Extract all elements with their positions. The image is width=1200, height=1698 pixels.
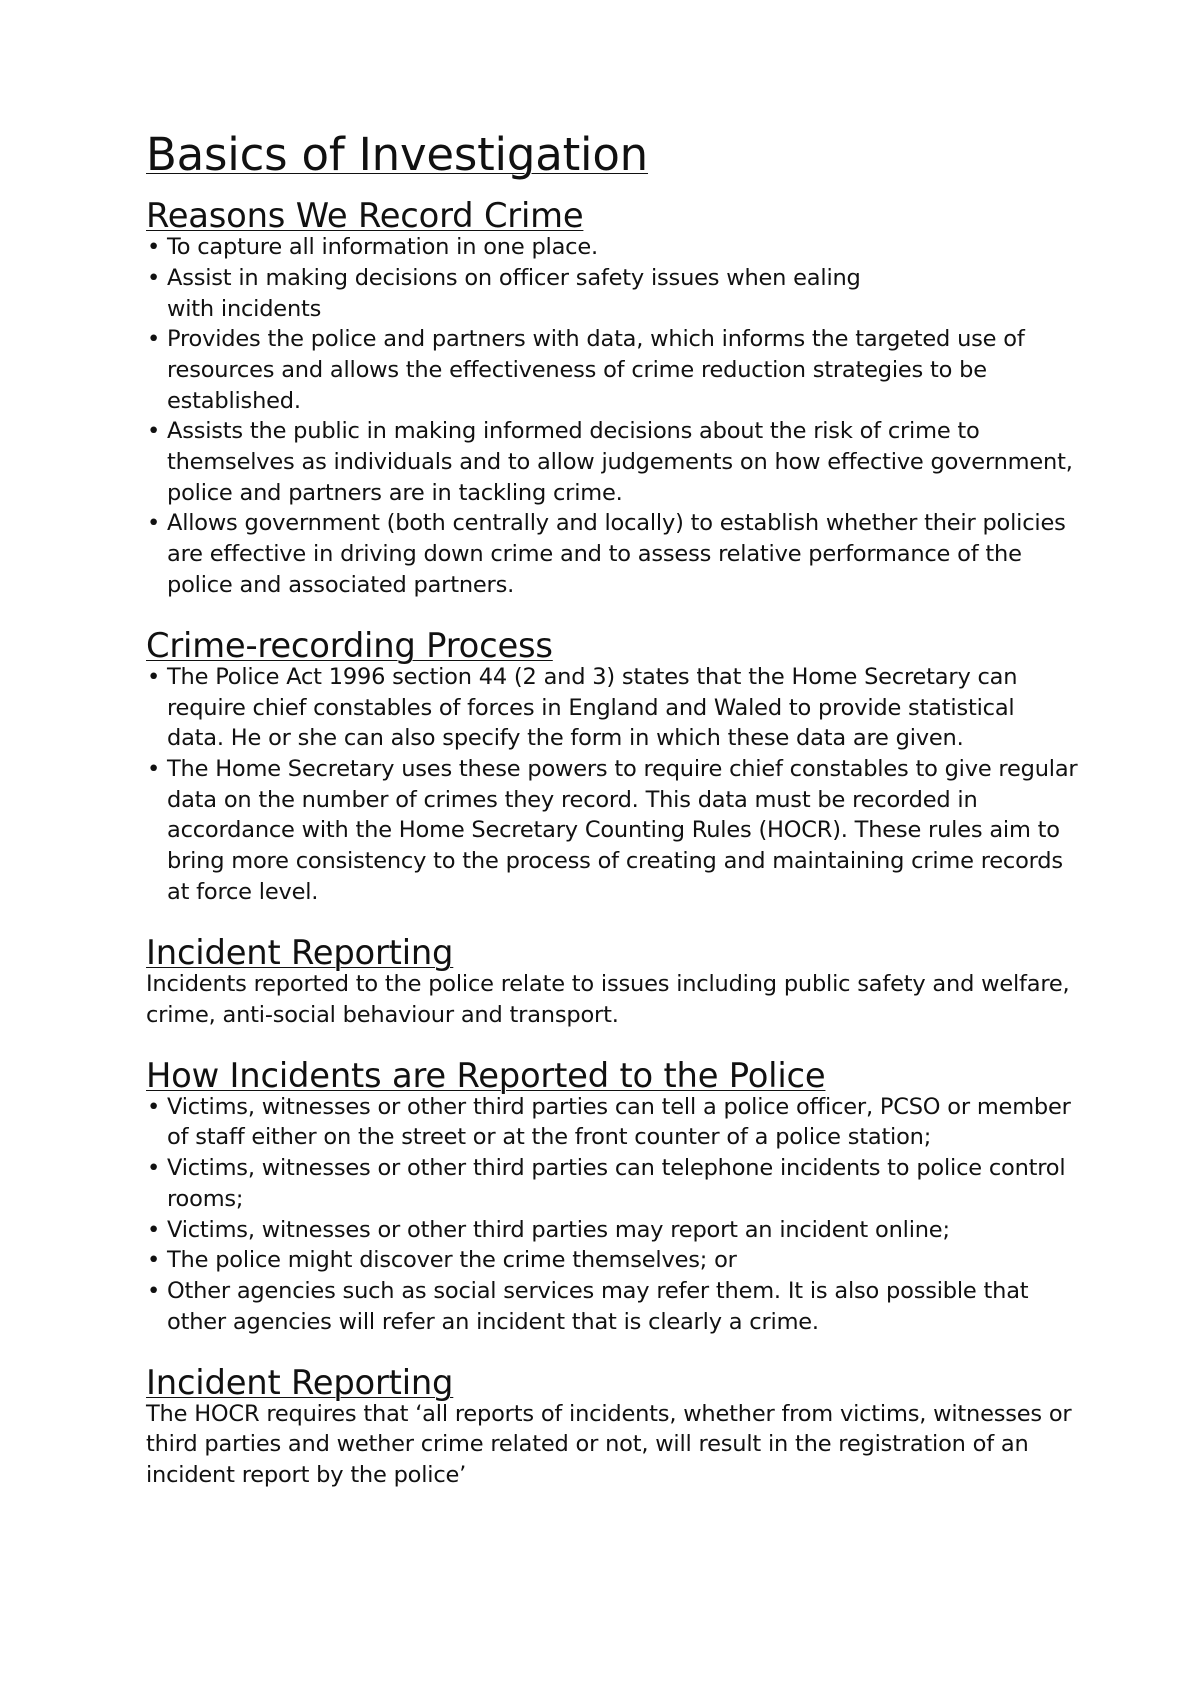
list-item: • The police might discover the crime themselves; or <box>146 1245 1086 1276</box>
list-item: • The Police Act 1996 section 44 (2 and 3) states that the Home Secretary can require chief constables of forces in England and Waled to provide statistical data. He or she can also specify the form in which these data are given. <box>146 662 1047 754</box>
document-page <box>146 128 1086 1491</box>
list-item: • The Home Secretary uses these powers to require chief constables to give regular data on the number of crimes they record. This data must be recorded in accordance with the Home Secretary Counting Rules (HOCR). These rules aim to bring more consistency to the process of creating and maintaining crime records at force level. <box>146 754 1086 908</box>
section-heading: Reasons We Record Crime <box>146 196 584 236</box>
list-item: • Victims, witnesses or other third parties may report an incident online; <box>146 1215 1086 1246</box>
list-item: • Provides the police and partners with data, which informs the targeted use of resources and allows the effectiveness of crime reduction strategies to be established. <box>146 324 1086 416</box>
section-heading: Incident Reporting <box>146 1363 454 1403</box>
list-item: • Other agencies such as social services may refer them. It is also possible that other agencies will refer an incident that is clearly a crime. <box>146 1276 1086 1337</box>
bullet-list <box>146 232 1086 600</box>
section-crime-recording-process <box>146 626 1086 907</box>
list-item: • Allows government (both centrally and locally) to establish whether their policies are effective in driving down crime and to assess relative performance of the police and associated partners. <box>146 508 1086 600</box>
section-heading: How Incidents are Reported to the Police <box>146 1056 826 1096</box>
bullet-list <box>146 1092 1086 1338</box>
list-item: • Assist in making decisions on officer safety issues when ealing with incidents <box>146 263 907 324</box>
list-item: • Victims, witnesses or other third parties can telephone incidents to police control rooms; <box>146 1153 1086 1214</box>
list-item: • Victims, witnesses or other third parties can tell a police officer, PCSO or member of staff either on the street or at the front counter of a police station; <box>146 1092 1086 1153</box>
section-paragraph: Incidents reported to the police relate to issues including public safety and welfare, crime, anti-social behaviour and transport. <box>146 970 1070 1028</box>
section-reasons-we-record-crime <box>146 196 1086 600</box>
section-how-incidents-are-reported <box>146 1056 1086 1337</box>
bullet-list <box>146 662 1086 908</box>
list-item: • Assists the public in making informed decisions about the risk of crime to themselves as individuals and to allow judgements on how effective government, police and partners are in tackling crime. <box>146 416 1086 508</box>
list-item: • To capture all information in one place. <box>146 232 1086 263</box>
section-heading: Incident Reporting <box>146 933 454 973</box>
section-heading: Crime-recording Process <box>146 626 553 666</box>
section-incident-reporting-hocr <box>146 1363 1086 1491</box>
section-paragraph: The HOCR requires that ‘all reports of incidents, whether from victims, witnesses or third parties and wether crime related or not, will result in the registration of an incident report by the police’ <box>146 1400 1072 1489</box>
document-title: Basics of Investigation <box>146 128 649 181</box>
section-incident-reporting <box>146 933 1086 1030</box>
